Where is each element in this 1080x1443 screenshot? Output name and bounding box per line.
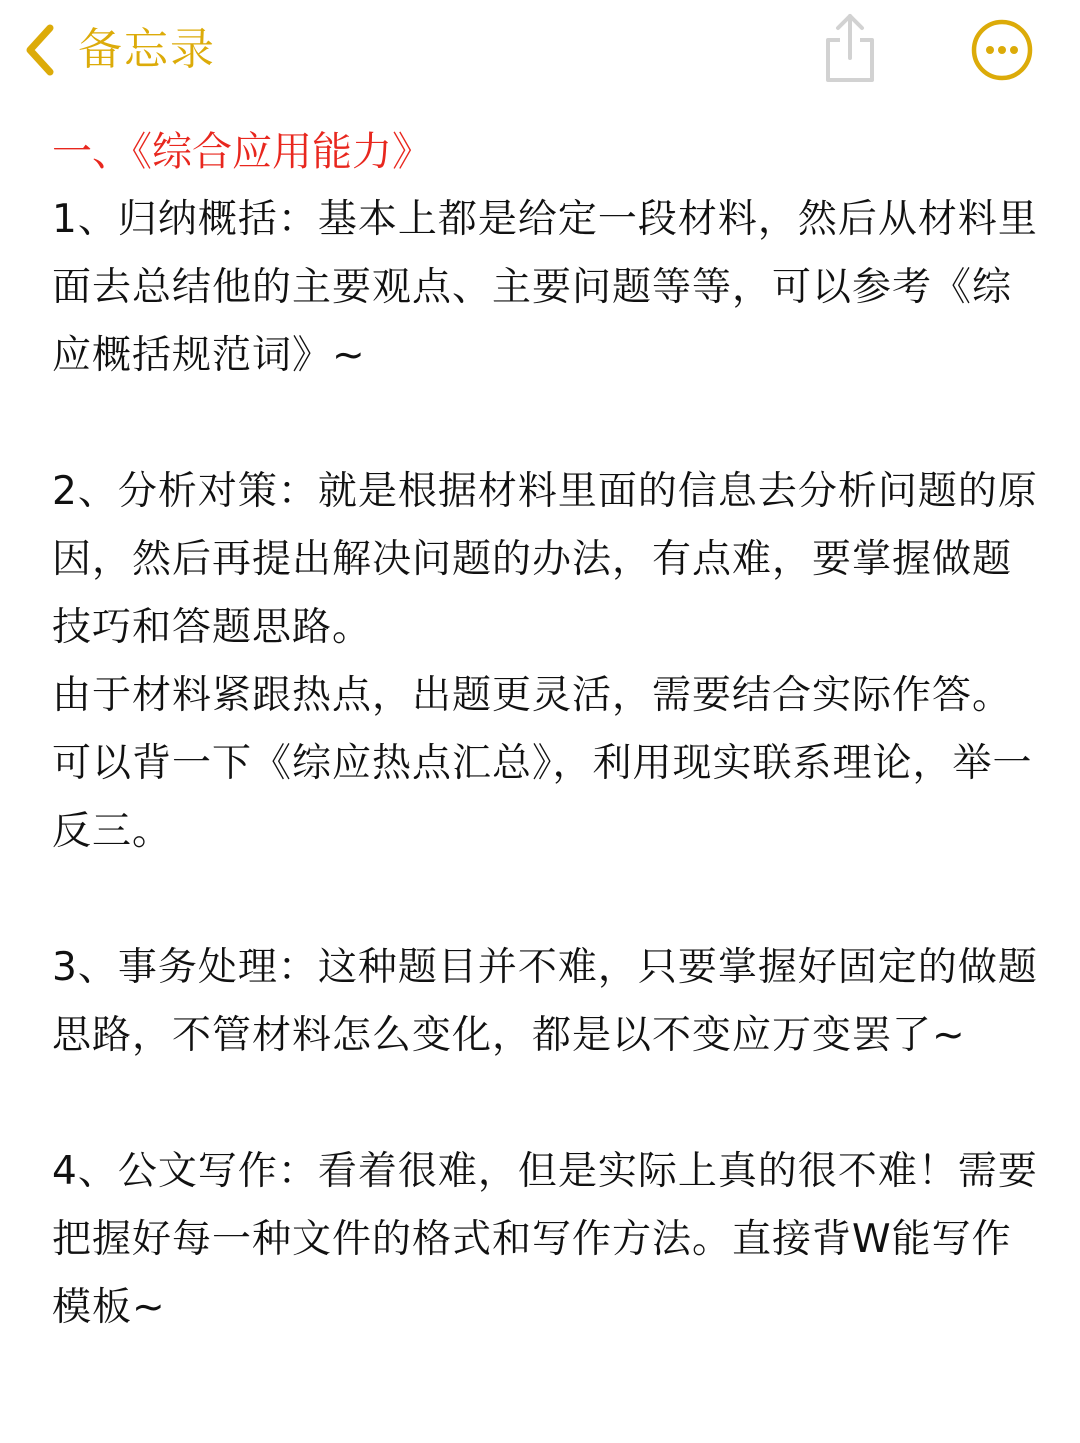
blank-line [52,866,1042,934]
navigation-bar [0,0,1080,100]
blank-line [52,390,1042,458]
paragraph-4: 3、事务处理：这种题目并不难，只要掌握好固定的做题思路，不管材料怎么变化，都是以不变应万变罢了~ [52,945,1038,1058]
back-button[interactable] [18,18,216,82]
paragraph-3: 由于材料紧跟热点，出题更灵活，需要结合实际作答。可以背一下《综应热点汇总》，利用现实联系理论，举一反三。 [52,673,1033,854]
back-label: 备忘录 [78,24,216,75]
paragraph-5: 4、公文写作：看着很难，但是实际上真的很不难！需要把握好每一种文件的格式和写作方法。直接背W能写作模板~ [52,1149,1038,1330]
paragraph-1: 1、归纳概括：基本上都是给定一段材料，然后从材料里面去总结他的主要观点、主要问题等等，可以参考《综应概括规范词》~ [52,197,1038,378]
note-heading: 一、《综合应用能力》 [52,129,432,175]
chevron-left-icon [18,20,62,80]
share-icon[interactable] [818,10,882,84]
paragraph-2: 2、分析对策：就是根据材料里面的信息去分析问题的原因，然后再提出解决问题的办法，有点难，要掌握做题技巧和答题思路。 [52,469,1038,650]
blank-line [52,1070,1042,1138]
note-body[interactable] [52,118,1042,1342]
ellipsis-circle-icon[interactable] [970,18,1034,82]
